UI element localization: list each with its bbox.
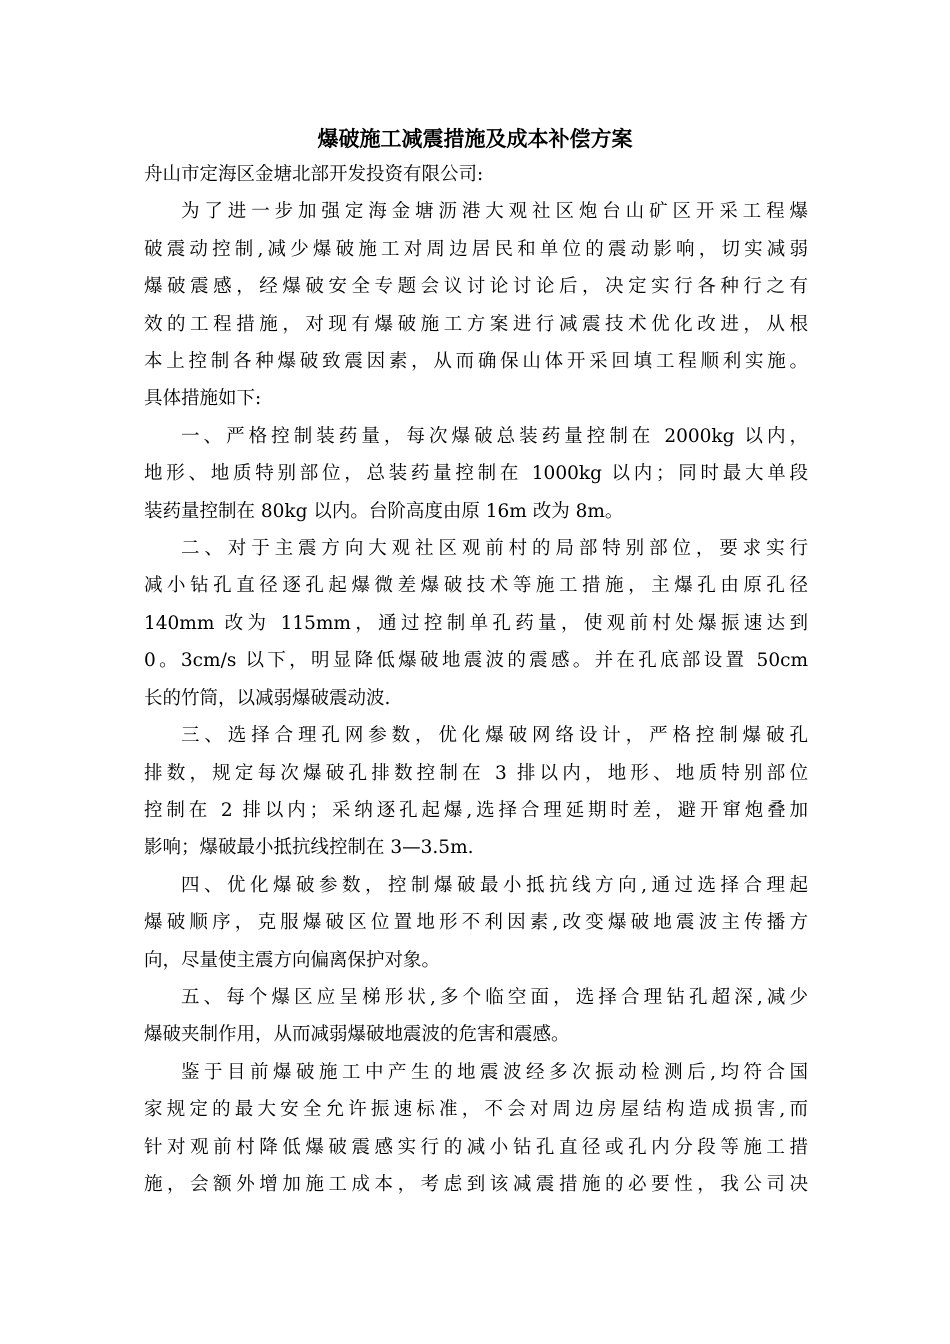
text-line: 效的工程措施，对现有爆破施工方案进行减震技术优化改进，从根 (144, 313, 808, 335)
text-line: 爆破震感，经爆破安全专题会议讨论讨论后，决定实行各种行之有 (144, 276, 808, 298)
text-line: 四、优化爆破参数，控制爆破最小抵抗线方向,通过选择合理起 (181, 874, 808, 896)
text-line: 家规定的最大安全允许振速标准，不会对周边房屋结构造成损害,而 (144, 1099, 808, 1121)
addressee-line: 舟山市定海区金塘北部开发投资有限公司: (144, 164, 484, 185)
text-line: 爆破夹制作用，从而减弱爆破地震波的危害和震感。 (144, 1024, 570, 1046)
paragraph-cost-compensation (144, 1054, 808, 1204)
paragraph-measure-4 (144, 867, 808, 979)
text-line: 140mm 改为 115mm，通过控制单孔药量，使观前村处爆振速达到 (144, 612, 808, 634)
text-line: 破震动控制,减少爆破施工对周边居民和单位的震动影响，切实减弱 (144, 238, 808, 260)
text-line: 控制在 2 排以内；采纳逐孔起爆,选择合理延期时差，避开窜炮叠加 (144, 799, 808, 821)
text-line: 长的竹筒，以减弱爆破震动波. (144, 687, 391, 709)
text-line: 一、严格控制装药量，每次爆破总装药量控制在 2000kg 以内， (181, 425, 808, 447)
text-line: 五、每个爆区应呈梯形状,多个临空面，选择合理钻孔超深,减少 (181, 986, 808, 1008)
text-line: 装药量控制在 80kg 以内。台阶高度由原 16m 改为 8m。 (144, 500, 624, 522)
text-line: 向，尽量使主震方向偏离保护对象。 (144, 949, 441, 971)
paragraph-measure-2 (144, 530, 808, 717)
paragraph-measure-3 (144, 717, 808, 867)
text-line: 减小钻孔直径逐孔起爆微差爆破技术等施工措施，主爆孔由原孔径 (144, 575, 808, 597)
text-line: 0。3cm/s 以下，明显降低爆破地震波的震感。并在孔底部设置 50cm (144, 650, 808, 672)
text-line: 鉴于目前爆破施工中产生的地震波经多次振动检测后,均符合国 (181, 1061, 808, 1083)
text-line: 具体措施如下: (144, 388, 262, 410)
document-title: 爆破施工减震措施及成本补偿方案 (317, 127, 633, 151)
paragraph-intro (144, 193, 808, 417)
text-line: 本上控制各种爆破致震因素，从而确保山体开采回填工程顺利实施。 (144, 351, 808, 373)
paragraph-measure-5 (144, 979, 808, 1054)
document-body (144, 156, 808, 1203)
text-line: 三、选择合理孔网参数，优化爆破网络设计，严格控制爆破孔 (181, 725, 808, 747)
text-line: 为了进一步加强定海金塘沥港大观社区炮台山矿区开采工程爆 (181, 201, 808, 223)
text-line: 爆破顺序，克服爆破区位置地形不利因素,改变爆破地震波主传播方 (144, 912, 808, 934)
text-line: 施，会额外增加施工成本，考虑到该减震措施的必要性，我公司决 (144, 1173, 808, 1195)
text-line: 排数，规定每次爆破孔排数控制在 3 排以内，地形、地质特别部位 (144, 762, 808, 784)
paragraph-measure-1 (144, 418, 808, 530)
text-line: 针对观前村降低爆破震感实行的减小钻孔直径或孔内分段等施工措 (144, 1136, 808, 1158)
text-line: 地形、地质特别部位，总装药量控制在 1000kg 以内；同时最大单段 (144, 463, 808, 485)
text-line: 二、对于主震方向大观社区观前村的局部特别部位，要求实行 (181, 538, 808, 560)
text-line: 影响；爆破最小抵抗线控制在 3—3.5m. (144, 837, 474, 859)
